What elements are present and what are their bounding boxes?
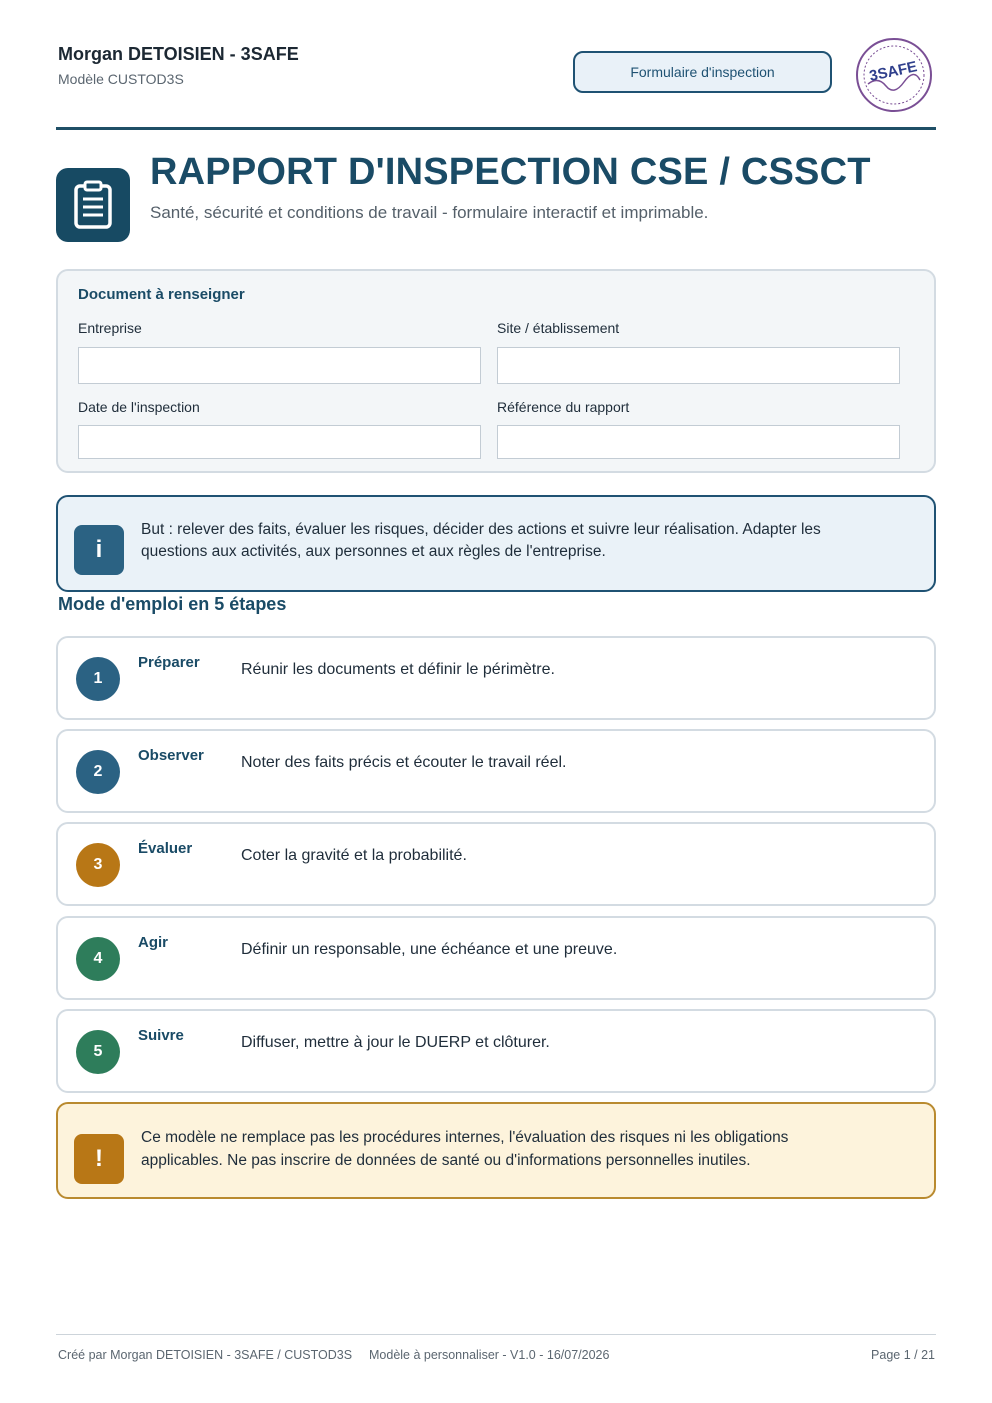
step-number-badge: 2	[76, 750, 120, 794]
disclaimer-text-line: applicables. Ne pas inscrire de données de santé ou d'informations personnelles inutiles.	[141, 1152, 751, 1169]
footer-version: Modèle à personnaliser - V1.0 - 16/07/2026	[369, 1348, 610, 1362]
info-icon: i	[74, 525, 124, 575]
form-title: Document à renseigner	[78, 286, 245, 303]
step-number-badge: 1	[76, 657, 120, 701]
step-description: Noter des faits précis et écouter le travail réel.	[241, 754, 567, 771]
company-input[interactable]	[78, 347, 481, 384]
footer-divider	[56, 1334, 936, 1335]
step-name: Agir	[138, 934, 168, 951]
step-card-observe	[56, 729, 936, 813]
step-card-follow-up	[56, 1009, 936, 1093]
warning-icon: !	[74, 1134, 124, 1184]
page-title: RAPPORT D'INSPECTION CSE / CSSCT	[150, 151, 871, 193]
header-divider	[56, 127, 936, 130]
clipboard-icon	[56, 168, 130, 242]
step-card-act	[56, 916, 936, 1000]
seal-text: 3SAFE	[867, 58, 919, 85]
step-name: Évaluer	[138, 840, 193, 857]
site-input[interactable]	[497, 347, 900, 384]
disclaimer-text	[141, 1126, 921, 1172]
step-number-badge: 3	[76, 843, 120, 887]
step-description: Diffuser, mettre à jour le DUERP et clôturer.	[241, 1034, 550, 1051]
step-description: Coter la gravité et la probabilité.	[241, 847, 467, 864]
purpose-info-box	[56, 495, 936, 592]
company-seal-logo	[854, 36, 934, 114]
report-reference-input[interactable]	[497, 425, 900, 459]
step-card-evaluate	[56, 822, 936, 906]
step-name: Préparer	[138, 654, 200, 671]
step-name: Suivre	[138, 1027, 184, 1044]
page-subtitle: Santé, sécurité et conditions de travail - formulaire interactif et imprimable.	[150, 203, 709, 222]
report-reference-label: Référence du rapport	[497, 399, 630, 415]
site-label: Site / établissement	[497, 320, 620, 336]
purpose-text-line: But : relever des faits, évaluer les risques, décider des actions et suivre leur réalisation. Adapter les	[141, 521, 821, 538]
form-type-badge: Formulaire d'inspection	[573, 51, 832, 93]
disclaimer-warning-box	[56, 1102, 936, 1199]
inspection-date-label: Date de l'inspection	[78, 399, 200, 415]
author-name: Morgan DETOISIEN - 3SAFE	[58, 44, 299, 64]
footer-credit: Créé par Morgan DETOISIEN - 3SAFE / CUSTOD3S	[58, 1348, 353, 1362]
company-label: Entreprise	[78, 320, 142, 336]
model-name: Modèle CUSTOD3S	[58, 71, 184, 87]
steps-section-title: Mode d'emploi en 5 étapes	[58, 594, 287, 614]
purpose-text-line: questions aux activités, aux personnes et aux règles de l'entreprise.	[141, 543, 606, 560]
page-number: Page 1 / 21	[871, 1348, 935, 1362]
step-number-badge: 4	[76, 937, 120, 981]
document-info-form	[56, 269, 936, 473]
disclaimer-text-line: Ce modèle ne remplace pas les procédures internes, l'évaluation des risques ni les obligations	[141, 1129, 789, 1146]
purpose-text	[141, 519, 921, 563]
step-number-badge: 5	[76, 1030, 120, 1074]
step-description: Définir un responsable, une échéance et une preuve.	[241, 941, 618, 958]
inspection-date-input[interactable]	[78, 425, 481, 459]
step-name: Observer	[138, 747, 204, 764]
step-card-prepare	[56, 636, 936, 720]
step-description: Réunir les documents et définir le périmètre.	[241, 661, 555, 678]
